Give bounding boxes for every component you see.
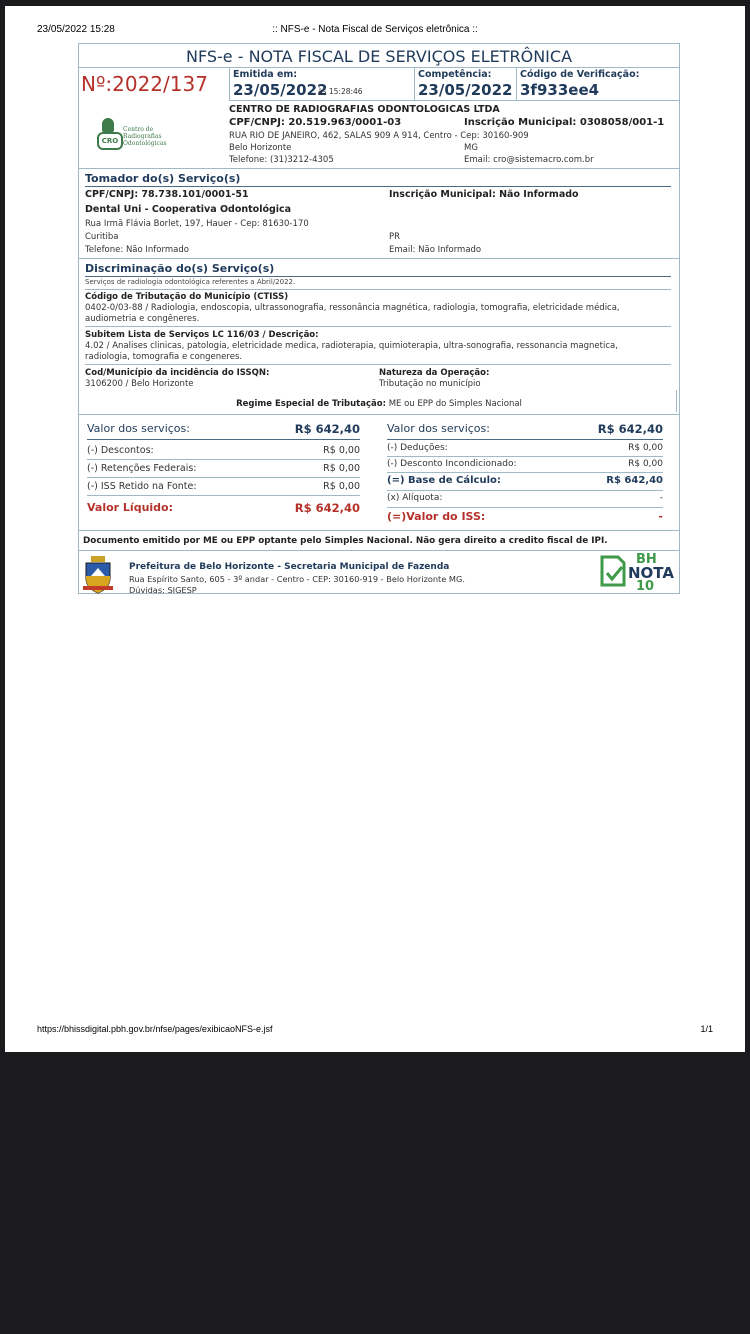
document-title: NFS-e - NOTA FISCAL DE SERVIÇOS ELETRÔNICA	[185, 47, 573, 66]
divider	[79, 168, 679, 169]
tomador-section-title: Tomador do(s) Serviço(s)	[85, 172, 241, 185]
divider	[387, 439, 663, 440]
logo-line: Odontológicas	[123, 140, 167, 147]
codigo-label: Código de Verificação:	[520, 69, 640, 80]
bh-nota-mid: NOTA	[628, 564, 674, 582]
divider	[387, 472, 663, 473]
cod-municipio-value: 3106200 / Belo Horizonte	[85, 379, 194, 389]
divider	[87, 495, 360, 496]
prestador-inscricao: Inscrição Municipal: 0308058/001-1	[464, 117, 665, 128]
valor-servicos-right-label: Valor dos serviços:	[387, 422, 490, 435]
tomador-telefone: Telefone: Não Informado	[85, 245, 189, 255]
valor-iss-label: (=)Valor do ISS:	[387, 510, 486, 523]
valor-servicos-label: Valor dos serviços:	[87, 422, 190, 435]
tomador-cnpj: CPF/CNPJ: 78.738.101/0001-51	[85, 189, 249, 200]
divider	[87, 477, 360, 478]
regime-row	[79, 399, 679, 409]
divider	[516, 68, 517, 100]
valor-liquido: R$ 642,40	[294, 501, 360, 515]
emitida-date: 23/05/2022	[233, 81, 328, 99]
divider	[676, 390, 677, 412]
divider	[79, 67, 679, 68]
subitem-line: 4.02 / Analises clinicas, patologia, eletricidade medica, radioterapia, quimioterapia, ultra-sonografia, ressonancia magnetica,	[85, 341, 618, 351]
tomador-email: Email: Não Informado	[389, 245, 482, 255]
deducoes-value: R$ 0,00	[628, 443, 663, 453]
aliquota-value: -	[659, 493, 663, 503]
retencoes-label: (-) Retenções Federais:	[87, 463, 197, 474]
prestador-uf: MG	[464, 143, 478, 153]
cro-logo-text	[123, 126, 167, 147]
prestador-endereco: RUA RIO DE JANEIRO, 462, SALAS 909 A 914, Centro - Cep: 30160-909	[229, 131, 529, 141]
divider	[229, 68, 230, 100]
divider	[85, 186, 671, 187]
divider	[387, 456, 663, 457]
valor-liquido-label: Valor Líquido:	[87, 501, 174, 514]
codigo-verificacao: 3f933ee4	[520, 81, 600, 99]
leaf-icon	[102, 118, 114, 132]
bh-coat-of-arms-icon	[83, 556, 113, 594]
descontos-label: (-) Descontos:	[87, 445, 154, 456]
divider	[387, 507, 663, 508]
cro-logo	[97, 118, 167, 152]
tomador-nome: Dental Uni - Cooperativa Odontológica	[85, 204, 292, 215]
print-url: https://bhissdigital.pbh.gov.br/nfse/pages/exibicaoNFS-e.jsf	[37, 1024, 273, 1034]
divider	[85, 289, 671, 290]
prestador-cnpj: CPF/CNPJ: 20.519.963/0001-03	[229, 117, 402, 128]
divider	[85, 326, 671, 327]
divider	[85, 364, 671, 365]
prestador-cidade: Belo Horizonte	[229, 143, 292, 153]
print-title: :: NFS-e - Nota Fiscal de Serviços eletrônica ::	[272, 24, 478, 35]
descontos-value: R$ 0,00	[323, 445, 360, 456]
prefeitura-name: Prefeitura de Belo Horizonte - Secretaria Municipal de Fazenda	[129, 562, 450, 572]
logo-line: Radiografias	[123, 133, 162, 140]
divider	[85, 276, 671, 277]
competencia-label: Competência:	[418, 69, 492, 80]
divider	[79, 414, 679, 415]
valor-servicos-right: R$ 642,40	[597, 422, 663, 436]
bh-nota-10-logo	[600, 553, 680, 595]
ctiss-label: Código de Tributação do Município (CTISS)	[85, 292, 289, 302]
natureza-value: Tributação no município	[379, 379, 481, 389]
divider	[87, 459, 360, 460]
print-page-number: 1/1	[700, 1024, 713, 1034]
deducoes-label: (-) Deduções:	[387, 443, 448, 453]
competencia-date: 23/05/2022	[418, 81, 513, 99]
divider	[229, 100, 679, 101]
discriminacao-texto: Serviços de radiologia odontológica referentes a Abril/2022.	[85, 278, 296, 286]
logo-line: Centro de	[123, 126, 154, 133]
subitem-label: Subitem Lista de Serviços LC 116/03 / Descrição:	[85, 330, 319, 340]
tomador-uf: PR	[389, 232, 401, 242]
regime-label: Regime Especial de Tributação:	[236, 399, 386, 409]
tomador-cidade: Curitiba	[85, 232, 119, 242]
base-calculo-value: R$ 642,40	[606, 475, 663, 486]
divider	[79, 530, 679, 531]
natureza-label: Natureza da Operação:	[379, 368, 490, 378]
emitida-time: às 15:28:46	[318, 87, 363, 96]
regime-value: ME ou EPP do Simples Nacional	[388, 399, 522, 409]
prestador-email: Email: cro@sistemacro.com.br	[464, 155, 594, 165]
ctiss-line: 0402-0/03-88 / Radiologia, endoscopia, ultrassonografia, ressonância magnética, radiologia, tomografia, eletricidade médica,	[85, 303, 620, 313]
prestador-nome: CENTRO DE RADIOGRAFIAS ODONTOLOGICAS LTDA	[229, 104, 500, 115]
aliquota-label: (x) Alíquota:	[387, 493, 443, 503]
retencoes-value: R$ 0,00	[323, 463, 360, 474]
valor-iss-value: -	[658, 510, 663, 523]
simples-nacional-notice: Documento emitido por ME ou EPP optante pelo Simples Nacional. Não gera direito a credito fiscal de IPI.	[83, 536, 608, 546]
desconto-incondicionado-label: (-) Desconto Incondicionado:	[387, 459, 517, 469]
cod-municipio-label: Cod/Município da incidência do ISSQN:	[85, 368, 270, 378]
prestador-telefone: Telefone: (31)3212-4305	[229, 155, 334, 165]
cro-badge: CRO	[97, 132, 123, 150]
subitem-line: radiologia, tomografia e congeneres.	[85, 352, 243, 362]
tomador-inscricao: Inscrição Municipal: Não Informado	[389, 189, 579, 200]
emitida-label: Emitida em:	[233, 69, 298, 80]
print-datetime: 23/05/2022 15:28	[37, 24, 115, 35]
nfse-document	[78, 43, 680, 594]
bh-nota-bot: 10	[636, 579, 655, 594]
bh-nota-top: BH	[636, 552, 657, 567]
nota-numero: Nº:2022/137	[81, 72, 208, 96]
prefeitura-duvidas: Dúvidas: SIGESP	[129, 585, 197, 595]
print-page	[5, 6, 745, 1052]
divider	[79, 550, 679, 551]
divider	[79, 258, 679, 259]
discriminacao-section-title: Discriminação do(s) Serviço(s)	[85, 262, 275, 275]
iss-retido-value: R$ 0,00	[323, 481, 360, 492]
divider	[87, 439, 360, 440]
valor-servicos: R$ 642,40	[294, 422, 360, 436]
document-check-icon	[600, 555, 626, 591]
ctiss-line: audiometria e congêneres.	[85, 314, 200, 324]
iss-retido-label: (-) ISS Retido na Fonte:	[87, 481, 197, 492]
base-calculo-label: (=) Base de Cálculo:	[387, 475, 501, 486]
divider	[387, 490, 663, 491]
desconto-incondicionado-value: R$ 0,00	[628, 459, 663, 469]
prefeitura-endereco: Rua Espírito Santo, 605 - 3º andar - Centro - CEP: 30160-919 - Belo Horizonte MG.	[129, 574, 465, 584]
tomador-endereco: Rua Irmã Flávia Borlet, 197, Hauer - Cep: 81630-170	[85, 219, 309, 229]
divider	[414, 68, 415, 100]
